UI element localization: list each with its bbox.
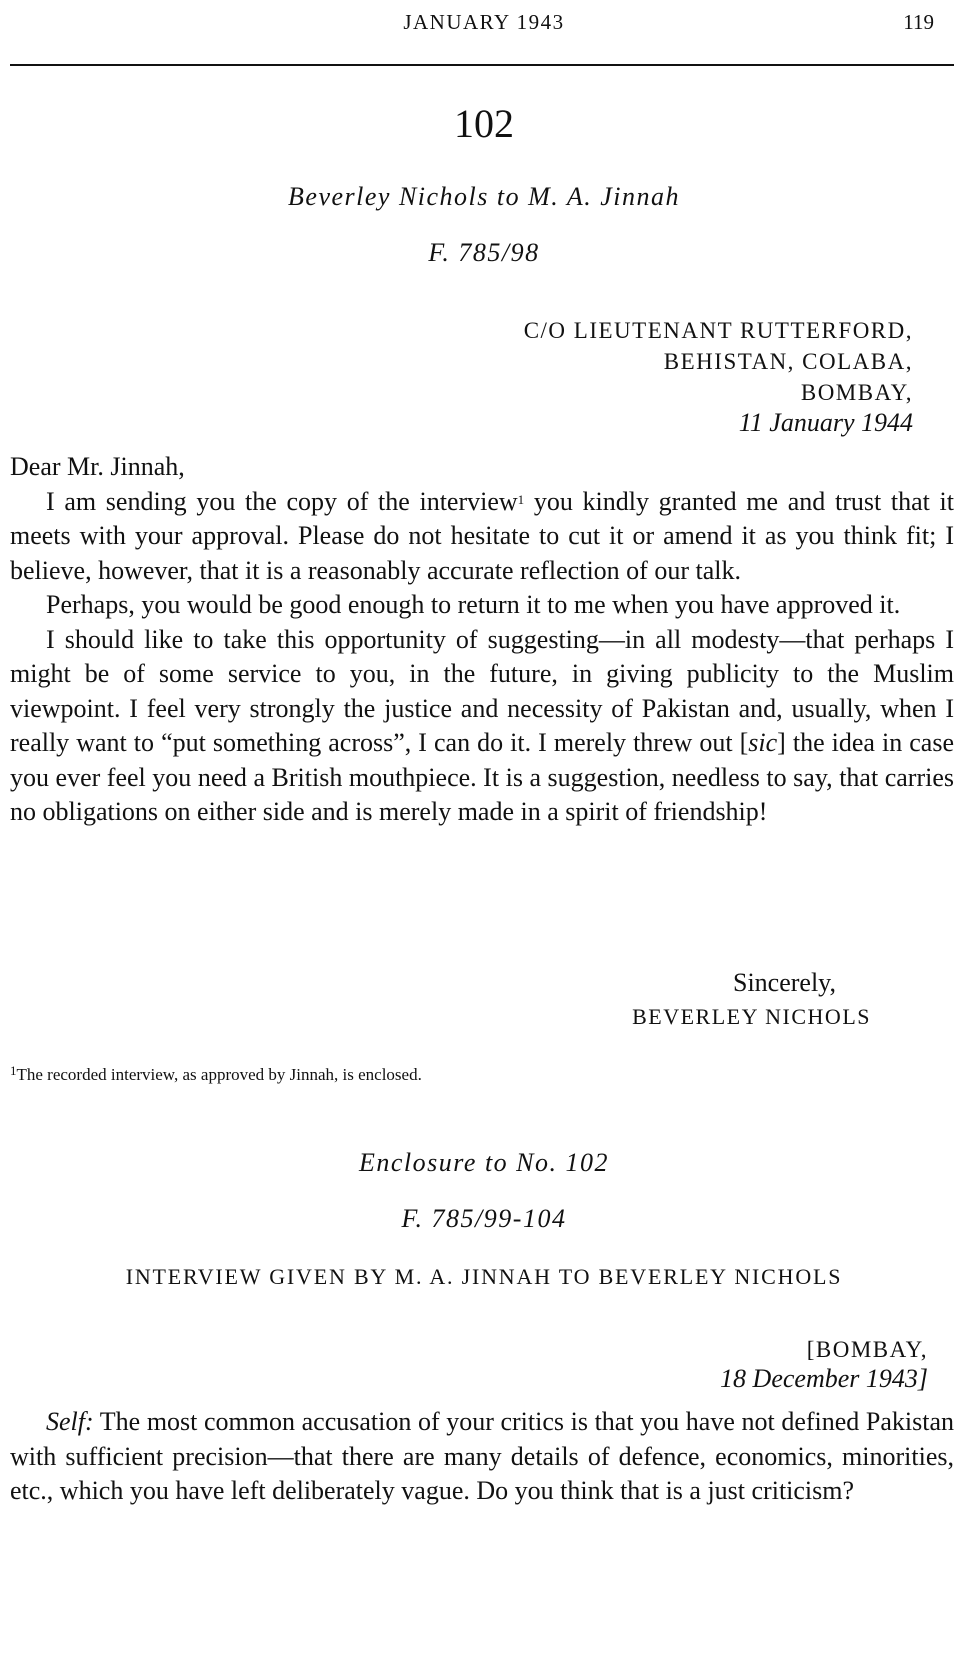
paragraph-1: I am sending you the copy of the interview$^1$ you kindly granted me and trust that it meets with your approval. Please do not hesitate to cut it or amend it as you think fit; I believe, however, that it is a reasonably accurate reflection of our talk. (10, 486, 954, 585)
letter-date: 11 January 1944 (738, 408, 913, 437)
document-title: Beverley Nichols to M. A. Jinnah (288, 182, 680, 211)
footnote-ref: 1 (517, 491, 525, 507)
address-line-2: BEHISTAN, COLABA, (663, 349, 913, 374)
address-line-1: C/O LIEUTENANT RUTTERFORD, (523, 318, 913, 343)
enclosure-place: [BOMBAY, (806, 1337, 928, 1362)
signature: BEVERLEY NICHOLS (632, 1004, 871, 1029)
enclosure-file-reference: F. 785/99-104 (401, 1204, 567, 1233)
paragraph-3: I should like to take this opportunity of suggesting—in all modesty—that perhaps I might be of some service to you, in the future, in giving publicity to the Muslim viewpoint. I feel very strongly the justice and necessity of Pakistan and, usually, when I really want to “put something across”, I can do it. I merely threw out [sic] the idea in case you ever feel you need a British mouthpiece. It is a suggestion, needless to say, that carries no obligations on either side and is merely made in a spirit of friendship! (10, 624, 954, 826)
paragraph-2: Perhaps, you would be good enough to return it to me when you have approved it. (46, 590, 901, 619)
document-number: 102 (454, 101, 514, 146)
enclosure-title: Enclosure to No. 102 (358, 1148, 610, 1177)
speaker-label: Self: (46, 1407, 94, 1436)
footnote: $^1$The recorded interview, as approved by Jinnah, is enclosed. (10, 1063, 422, 1084)
page-number: 119 (903, 10, 934, 34)
enclosure-heading: INTERVIEW GIVEN BY M. A. JINNAH TO BEVERLEY NICHOLS (125, 1264, 843, 1289)
closing: Sincerely, (733, 968, 836, 997)
salutation: Dear Mr. Jinnah, (10, 452, 185, 481)
enclosure-date: 18 December 1943] (720, 1364, 928, 1393)
file-reference: F. 785/98 (428, 238, 540, 267)
address-line-3: BOMBAY, (800, 380, 913, 405)
question-1: Self: The most common accusation of your critics is that you have not defined Pakistan with sufficient precision—that there are many details of defence, economics, minorities, etc., which you have left deliberately vague. Do you think that is a just criticism? (10, 1407, 954, 1505)
interview-body (10, 1405, 954, 1509)
header-rule (10, 64, 954, 66)
running-header: JANUARY 1943 (403, 10, 565, 34)
letter-body (10, 450, 954, 830)
